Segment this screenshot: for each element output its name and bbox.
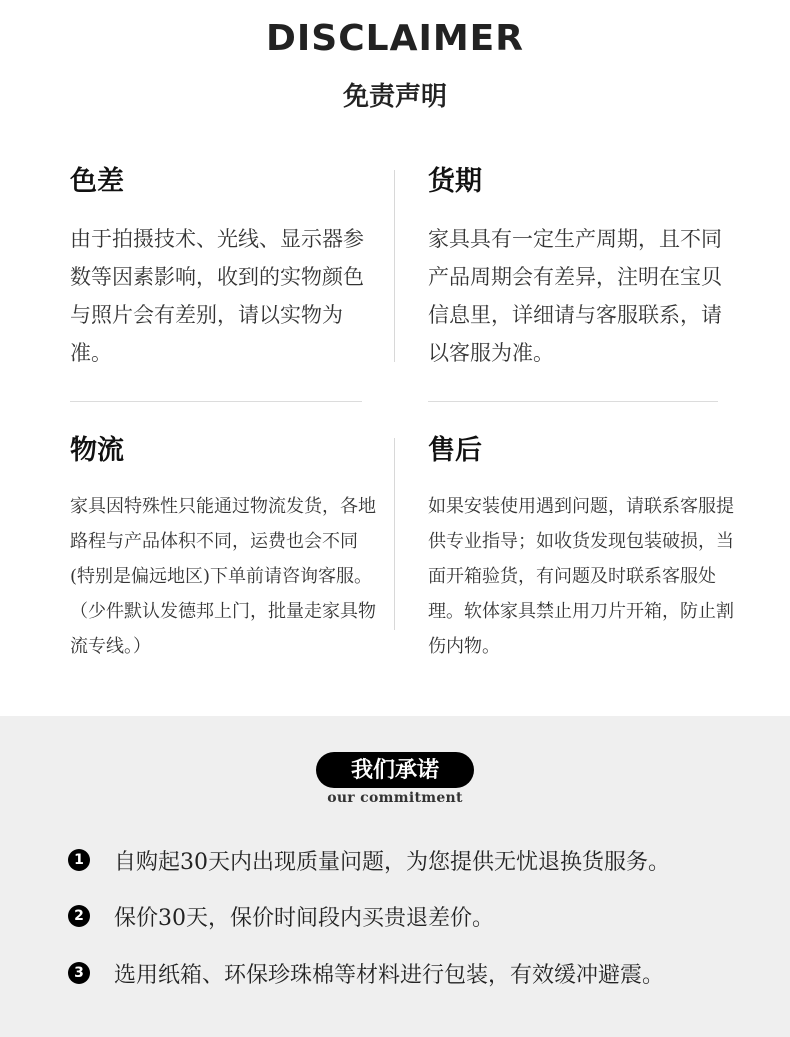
section-title: 色差 [70, 166, 124, 197]
number-badge-icon: 2 [68, 905, 90, 927]
disclaimer-subtitle: 免责声明 [342, 82, 447, 112]
commitment-text: 自购起30天内出现质量问题，为您提供无忧退换货服务。 [114, 849, 670, 875]
horizontal-divider [70, 401, 362, 402]
commitment-title: 我们承诺 [316, 752, 474, 788]
section-text: 如果安装使用遇到问题，请联系客服提供专业指导；如收货发现包装破损，当面开箱验货，有问题及时联系客服处理。软体家具禁止用刀片开箱，防止割伤内物。 [428, 496, 734, 657]
section-title: 货期 [428, 166, 482, 197]
section-text: 家具因特殊性只能通过物流发货，各地路程与产品体积不同，运费也会不同(特别是偏远地区)下单前请咨询客服。（少件默认发德邦上门，批量走家具物流专线。） [70, 496, 376, 657]
commitment-section [0, 716, 790, 1037]
commitment-item [68, 901, 494, 931]
commitment-text: 选用纸箱、环保珍珠棉等材料进行包装，有效缓冲避震。 [114, 962, 665, 988]
vertical-divider [394, 170, 395, 362]
section-title: 售后 [428, 435, 482, 466]
after-sales-section [428, 435, 738, 664]
section-title: 物流 [70, 435, 124, 466]
delivery-time-section [428, 166, 738, 372]
commitment-item [68, 958, 664, 988]
commitment-item [68, 845, 670, 875]
section-text: 家具具有一定生产周期，且不同产品周期会有差异，注明在宝贝信息里，详细请与客服联系，请以客服为准。 [428, 227, 722, 365]
disclaimer-title: DISCLAIMER [266, 18, 524, 59]
color-difference-section [70, 166, 380, 372]
commitment-text: 保价30天，保价时间段内买贵退差价。 [114, 905, 494, 931]
commitment-subtitle: our commitment [327, 790, 463, 806]
vertical-divider [394, 438, 395, 630]
number-badge-icon: 1 [68, 849, 90, 871]
section-text: 由于拍摄技术、光线、显示器参数等因素影响，收到的实物颜色与照片会有差别，请以实物为准。 [70, 227, 364, 365]
logistics-section [70, 435, 380, 664]
horizontal-divider [428, 401, 718, 402]
number-badge-icon: 3 [68, 962, 90, 984]
